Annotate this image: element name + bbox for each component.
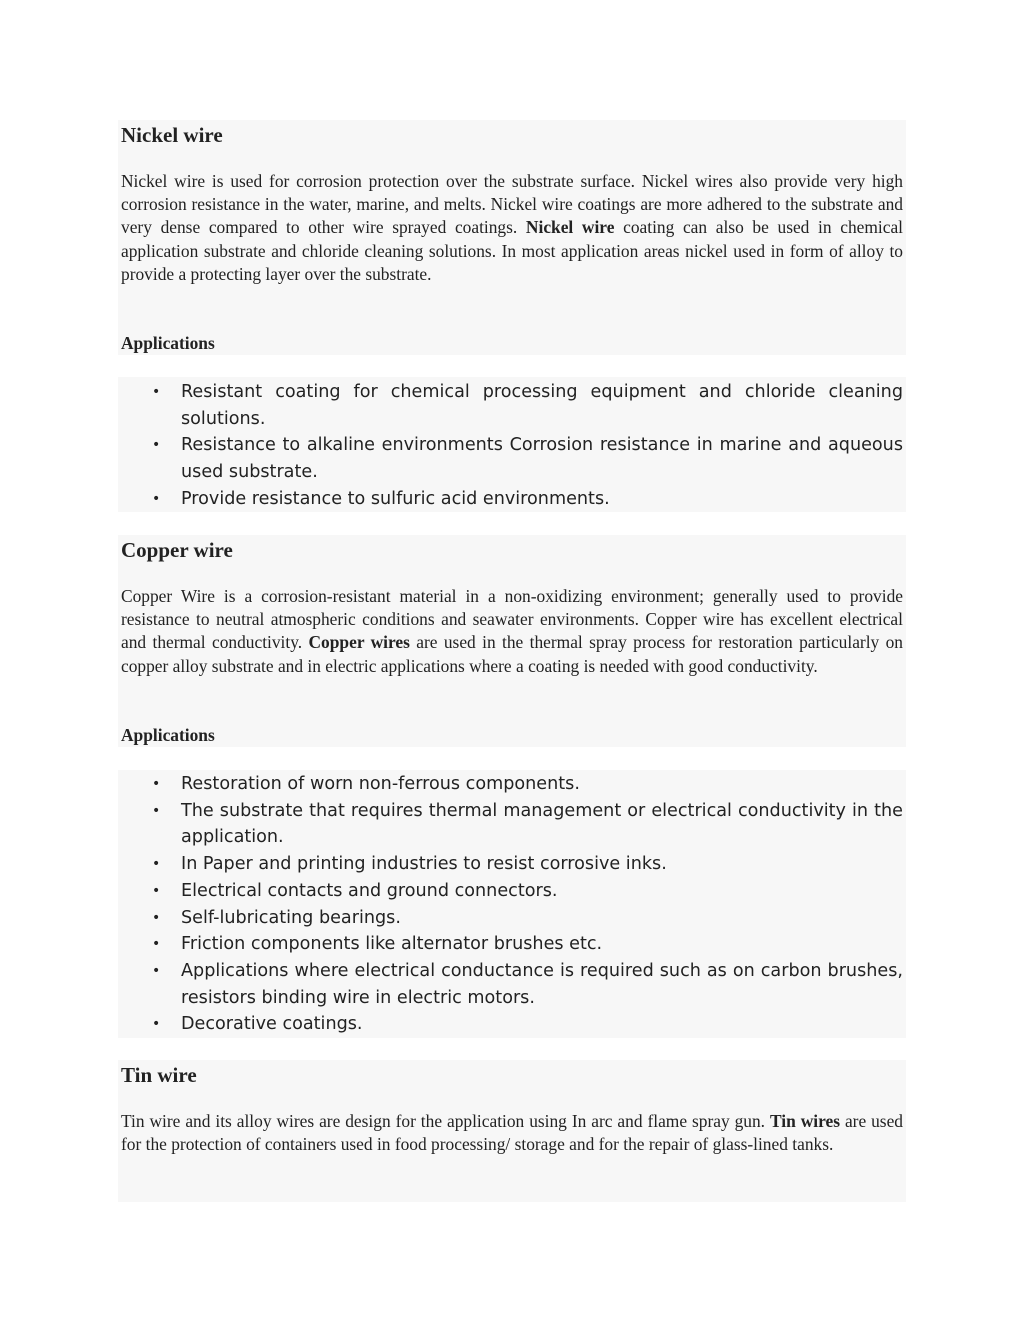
list-item (121, 905, 903, 932)
list-item (121, 432, 903, 485)
bullet-icon: • (152, 962, 161, 979)
bullet-icon: • (152, 490, 161, 507)
bullet-icon: • (152, 882, 161, 899)
copper-description-bold: Copper wires (308, 632, 410, 653)
tin-description-bold: Tin wires (769, 1111, 840, 1131)
list-item-text: Restoration of worn non-ferrous components. (181, 774, 580, 794)
bullet-icon: • (152, 384, 161, 400)
bullet-icon: • (152, 936, 161, 953)
list-item (121, 878, 903, 905)
copper-applications-list-block (118, 770, 906, 1038)
list-item-text: Decorative coatings. (181, 1014, 363, 1035)
section-title-copper-wire: Copper wire (121, 538, 233, 562)
list-item-text: The substrate that requires thermal management or electrical conductivity in the application. (181, 800, 903, 848)
nickel-section-intro (118, 120, 906, 355)
nickel-applications-list-block (118, 377, 906, 512)
list-item (121, 771, 903, 798)
copper-section-intro (118, 535, 906, 747)
tin-section (118, 1060, 906, 1202)
list-item-text: Applications where electrical conductance is required such as on carbon brushes, resistors binding wire in electric motors. (181, 960, 903, 1008)
nickel-applications-list (121, 379, 903, 513)
bullet-icon: • (152, 437, 161, 454)
list-item-text: Resistance to alkaline environments Corrosion resistance in marine and aqueous used substrate. (181, 435, 903, 483)
nickel-description-text-2: coating can also be used in chemical application substrate and chloride cleaning solutions. In most application areas nickel used in form of alloy to provide a protecting layer over the substrate. (121, 217, 903, 284)
list-item-text: Friction components like alternator brushes etc. (181, 934, 603, 955)
list-item (121, 851, 903, 878)
list-item-text: Self-lubricating bearings. (181, 907, 401, 928)
copper-description (121, 585, 903, 678)
list-item-text: Provide resistance to sulfuric acid environments. (181, 488, 610, 509)
list-item-text: In Paper and printing industries to resist corrosive inks. (181, 854, 667, 875)
bullet-icon: • (152, 776, 161, 792)
applications-heading-copper: Applications (121, 725, 215, 745)
copper-applications-list (121, 771, 903, 1038)
list-item (121, 798, 903, 851)
tin-description-text-2: are used for the protection of containers used in food processing/ storage and for the repair of glass-lined tanks. (121, 1111, 903, 1155)
list-item (121, 379, 903, 432)
bullet-icon: • (152, 1016, 161, 1033)
list-item-text: Resistant coating for chemical processing equipment and chloride cleaning solutions. (181, 382, 903, 429)
applications-heading-nickel: Applications (121, 333, 215, 353)
tin-description (121, 1110, 903, 1156)
bullet-icon: • (152, 802, 161, 819)
nickel-description (121, 170, 903, 286)
nickel-description-bold: Nickel wire (525, 217, 615, 238)
copper-description-text-2: are used in the thermal spray process for restoration particularly on copper alloy substrate and in electric applications where a coating is needed with good conductivity. (121, 632, 903, 676)
list-item-text: Electrical contacts and ground connectors. (181, 880, 558, 901)
copper-description-text-1: Copper Wire is a corrosion-resistant material in a non-oxidizing environment; generally used to provide resistance to neutral atmospheric conditions and seawater environments. Copper wire has excellent electrical and thermal conductivity. (121, 586, 903, 653)
list-item (121, 1011, 903, 1038)
section-title-tin-wire: Tin wire (121, 1063, 197, 1087)
tin-description-text-1: Tin wire and its alloy wires are design for the application using In arc and flame spray gun. (121, 1111, 770, 1131)
bullet-icon: • (152, 909, 161, 926)
nickel-description-text-1: Nickel wire is used for corrosion protection over the substrate surface. Nickel wires also provide very high corrosion resistance in the water, marine, and melts. Nickel wire coatings are more adhered to the substrate and very dense compared to other wire sprayed coatings. (121, 171, 903, 238)
section-title-nickel-wire: Nickel wire (121, 123, 223, 147)
list-item (121, 486, 903, 513)
list-item (121, 958, 903, 1011)
bullet-icon: • (152, 856, 161, 873)
list-item (121, 931, 903, 958)
